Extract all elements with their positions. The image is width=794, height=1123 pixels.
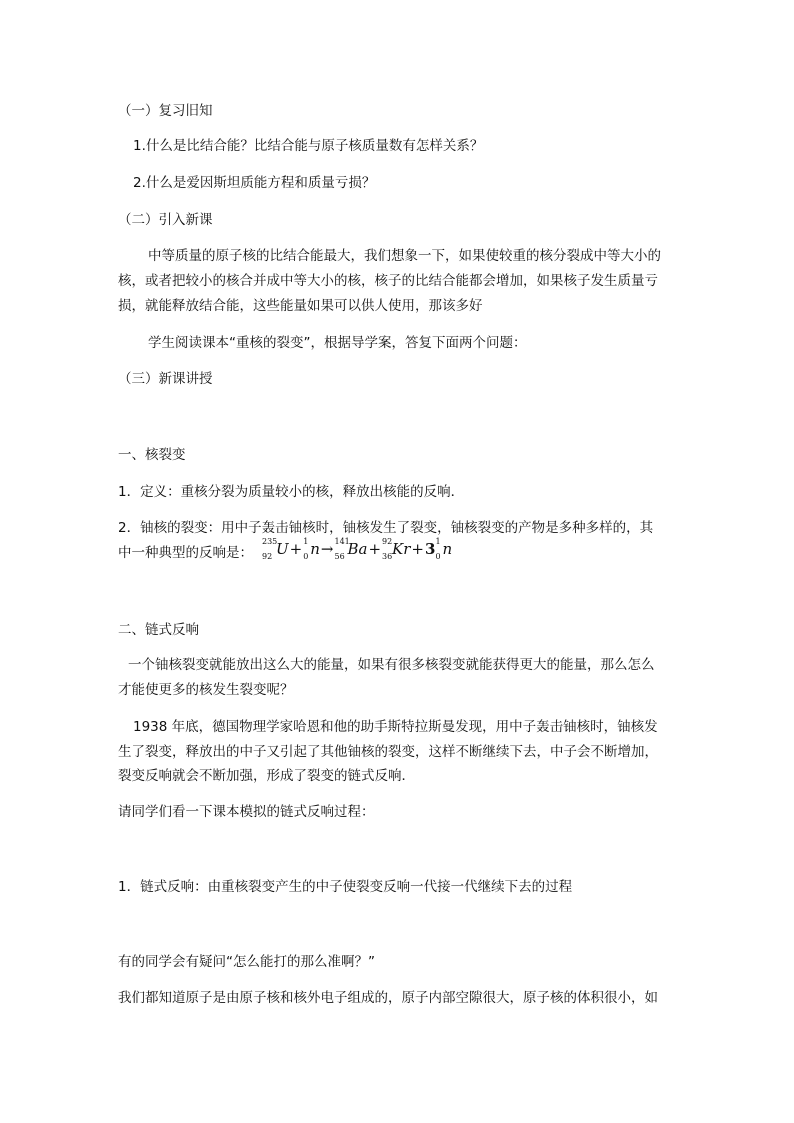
fission-equation [262,537,522,570]
neutron-product-mass-number: 1 [435,537,441,546]
chain-paragraph-2-line-2: 生了裂变，释放出的中子又引起了其他铀核的裂变，这样不断继续下去，中子会不断增加， [118,744,658,760]
intro-paragraph-line-1: 中等质量的原子核的比结合能最大，我们想象一下，如果使较重的核分裂成中等大小的 [148,248,661,264]
atom-structure-line: 我们都知道原子是由原子核和核外电子组成的，原子内部空隙很大，原子核的体积很小，如 [118,990,658,1006]
chain-paragraph-1-line-1: 一个铀核裂变就能放出这么大的能量，如果有很多核裂变就能获得更大的能量，那么怎么 [128,657,655,673]
nuclide-neutron [303,537,320,561]
krypton-atomic-number: 36 [382,552,393,561]
neutron-atomic-number: 0 [303,552,309,561]
uranium-atomic-number: 92 [262,552,273,561]
review-question-1: 1.什么是比结合能？比结合能与原子核质量数有怎样关系？ [133,138,484,154]
chain-paragraph-2-line-1: 1938 年底，德国物理学家哈恩和他的助手斯特拉斯曼发现，用中子轰击铀核时，铀核发 [133,719,658,735]
barium-symbol: Ba [347,540,368,558]
uranium-mass-number: 235 [262,537,278,546]
intro-reading-task: 学生阅读课本“重核的裂变”，根据导学案，答复下面两个问题： [148,335,527,351]
plus-sign: + [368,540,382,558]
uranium-fission-line-2: 中一种典型的反响是： [118,545,253,561]
section-heading-intro: （二）引入新课 [118,212,213,228]
uranium-fission-line-1: 2．铀核的裂变：用中子轰击铀核时，铀核发生了裂变，铀核裂变的产物是多种多样的，其 [118,520,654,536]
krypton-mass-number: 92 [382,537,393,546]
chain-paragraph-2-line-3: 裂变反响就会不断加强，形成了裂变的链式反响． [118,768,415,784]
plus-sign: + [411,540,424,558]
barium-mass-number: 141 [334,537,350,546]
fission-definition: 1．定义：重核分裂为质量较小的核，释放出核能的反响． [118,484,465,500]
part1-heading: 一、核裂变 [118,447,186,463]
student-question: 有的同学会有疑问“怎么能打的那么准啊？” [118,954,375,970]
plus-sign: + [289,540,303,558]
neutron-symbol: n [310,540,320,558]
krypton-symbol: Kr [392,540,411,558]
chain-paragraph-1-line-2: 才能使更多的核发生裂变呢？ [118,682,294,698]
neutron-coefficient: 3 [425,540,436,558]
part2-heading: 二、链式反响 [118,622,199,638]
barium-atomic-number: 56 [334,552,345,561]
neutron-mass-number: 1 [303,537,309,546]
chain-reaction-definition: 1．链式反响：由重核裂变产生的中子使裂变反响一代接一代继续下去的过程 [118,879,573,895]
section-heading-lesson: （三）新课讲授 [118,371,213,387]
reaction-arrow: → [320,540,334,558]
uranium-symbol: U [276,540,289,558]
nuclide-uranium [262,537,289,561]
intro-paragraph-line-3: 损，就能释放结合能，这些能量如果可以供人使用，那该多好 [118,298,483,314]
neutron-product-symbol: n [442,540,453,558]
review-question-2: 2.什么是爱因斯坦质能方程和质量亏损？ [133,175,376,191]
nuclide-krypton [382,537,411,561]
chain-simulation-prompt: 请同学们看一下课本模拟的链式反响过程： [118,804,375,820]
nuclide-neutron-product [435,537,453,561]
intro-paragraph-line-2: 核，或者把较小的核合并成中等大小的核，核子的比结合能都会增加，如果核子发生质量亏 [118,273,658,289]
section-heading-review: （一）复习旧知 [118,103,213,119]
nuclide-barium [334,537,368,561]
neutron-product-atomic-number: 0 [435,552,441,561]
